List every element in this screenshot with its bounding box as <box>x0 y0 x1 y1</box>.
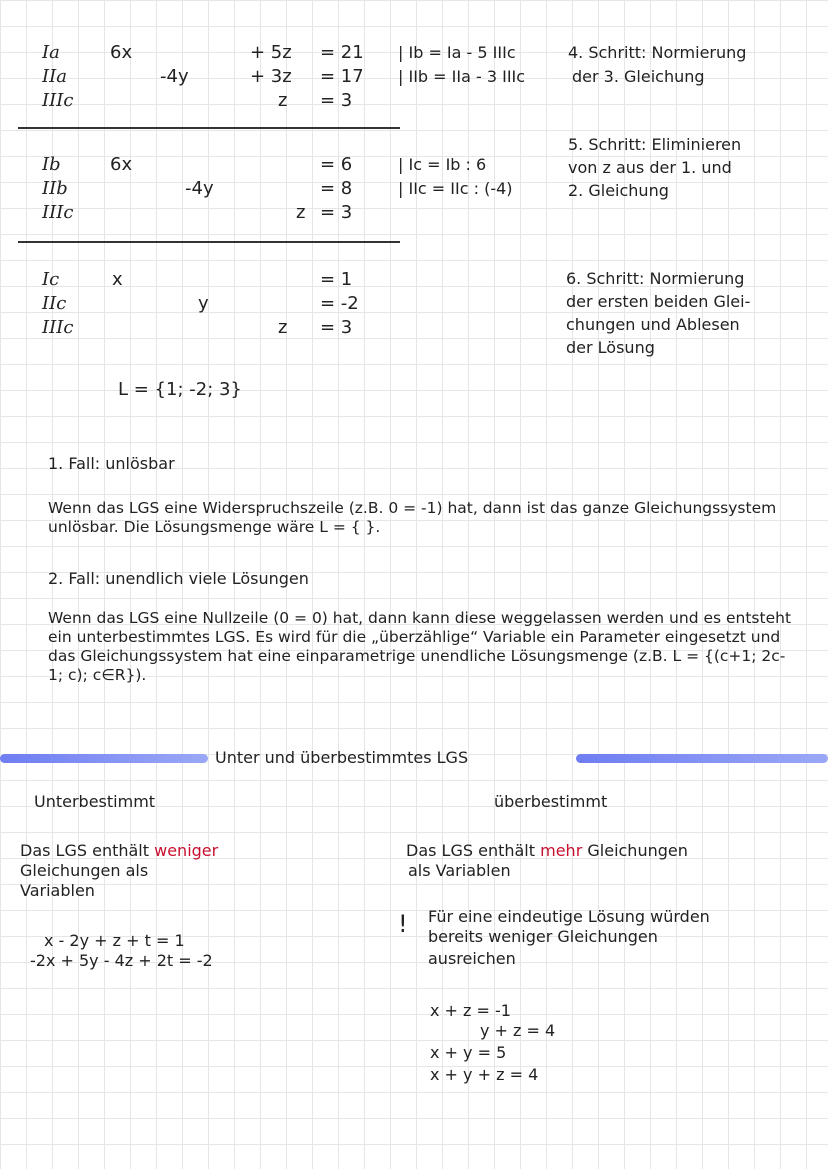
term-y: -4y <box>185 178 214 199</box>
row-operation: | Ib = Ia - 5 IIIc <box>398 43 516 62</box>
under-heading: Unterbestimmt <box>34 792 156 811</box>
term-z: z <box>278 90 288 111</box>
over-text: Gleichungen <box>587 841 688 860</box>
step-note: 4. Schritt: Normierung <box>568 43 747 62</box>
step-note: 6. Schritt: Normierung <box>566 269 745 288</box>
row-label: IIc <box>42 293 67 314</box>
case-1-title: 1. Fall: unlösbar <box>48 454 175 473</box>
over-note: ausreichen <box>428 949 516 968</box>
term-z: + 3z <box>250 66 292 87</box>
rhs: = 3 <box>320 317 353 338</box>
over-equation: x + y + z = 4 <box>430 1065 539 1084</box>
case-2-text: Wenn das LGS eine Nullzeile (0 = 0) hat, dann kann diese weggelassen werden und es entsteht ein unterbestimmtes LGS. Es wird für die „überzählige“ Variable ein Parameter eingesetzt und das Gleichungssystem hat eine einparametrige unendliche Lösungsmenge (z.B. L = {(c+1; 2c-1; c); c∈R}). <box>48 609 792 684</box>
rhs: = -2 <box>320 293 359 314</box>
term-y: y <box>198 293 209 314</box>
step-note: von z aus der 1. und <box>568 158 732 177</box>
rhs: = 3 <box>320 90 353 111</box>
row-label: IIIc <box>42 202 74 223</box>
section-title: Unter und überbestimmtes LGS <box>215 748 469 767</box>
row-label: Ia <box>42 42 60 63</box>
section-bar-right <box>576 754 828 763</box>
under-equation: -2x + 5y - 4z + 2t = -2 <box>30 951 213 970</box>
over-note: bereits weniger Gleichungen <box>428 927 658 946</box>
divider <box>18 241 400 243</box>
under-highlight: weniger <box>154 841 219 860</box>
row-label: IIIc <box>42 90 74 111</box>
over-note: Für eine eindeutige Lösung würden <box>428 907 710 926</box>
over-equation: x + y = 5 <box>430 1043 507 1062</box>
rhs: = 8 <box>320 178 353 199</box>
step-note: der 3. Gleichung <box>572 67 705 86</box>
row-label: IIb <box>42 178 68 199</box>
term-z: z <box>278 317 288 338</box>
over-text: als Variablen <box>408 861 511 880</box>
rhs: = 17 <box>320 66 364 87</box>
step-note: 2. Gleichung <box>568 181 669 200</box>
rhs: = 1 <box>320 269 353 290</box>
row-label: IIa <box>42 66 67 87</box>
row-label: IIIc <box>42 317 74 338</box>
rhs: = 3 <box>320 202 353 223</box>
row-operation: | IIc = IIc : (-4) <box>398 179 513 198</box>
term-x: x <box>112 269 123 290</box>
term-z: z <box>296 202 306 223</box>
over-equation: x + z = -1 <box>430 1001 511 1020</box>
row-label: Ic <box>42 269 60 290</box>
section-bar-left <box>0 754 208 763</box>
under-text: Das LGS enthält <box>20 841 150 860</box>
case-2-title: 2. Fall: unendlich viele Lösungen <box>48 569 309 588</box>
rhs: = 21 <box>320 42 364 63</box>
under-equation: x - 2y + z + t = 1 <box>44 931 185 950</box>
over-text: Das LGS enthält <box>406 841 536 860</box>
row-operation: | IIb = IIa - 3 IIIc <box>398 67 526 86</box>
step-note: der ersten beiden Glei- <box>566 292 751 311</box>
over-highlight: mehr <box>540 841 583 860</box>
row-label: Ib <box>42 154 61 175</box>
step-note: der Lösung <box>566 338 655 357</box>
rhs: = 6 <box>320 154 353 175</box>
row-operation: | Ic = Ib : 6 <box>398 155 487 174</box>
step-note: 5. Schritt: Eliminieren <box>568 135 742 154</box>
under-text: Gleichungen als <box>20 861 149 880</box>
term-x: 6x <box>110 154 133 175</box>
under-text: Variablen <box>20 881 95 900</box>
term-z: + 5z <box>250 42 292 63</box>
divider <box>18 127 400 129</box>
step-note: chungen und Ablesen <box>566 315 740 334</box>
over-equation: y + z = 4 <box>480 1021 556 1040</box>
over-heading: überbestimmt <box>494 792 608 811</box>
exclamation-icon: ! <box>398 910 408 938</box>
case-1-text: Wenn das LGS eine Widerspruchszeile (z.B. 0 = -1) hat, dann ist das ganze Gleichungssystem unlösbar. Die Lösungsmenge wäre L = { }. <box>48 499 777 536</box>
term-y: -4y <box>160 66 189 87</box>
term-x: 6x <box>110 42 133 63</box>
solution-set: L = {1; -2; 3} <box>118 379 242 400</box>
